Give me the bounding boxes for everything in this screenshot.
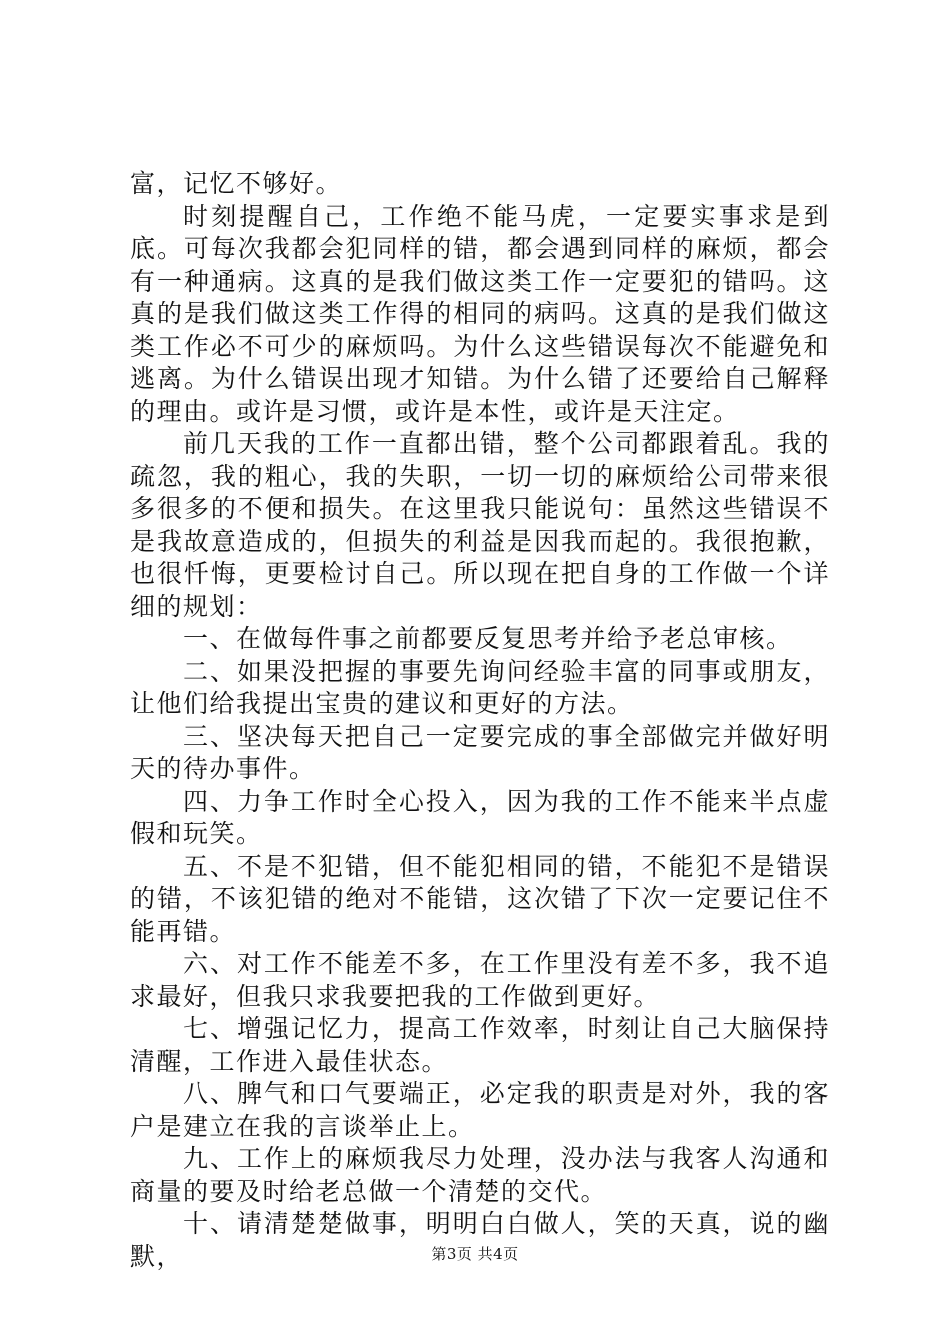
document-body xyxy=(130,168,830,1273)
paragraph-0: 富，记忆不够好。 xyxy=(130,169,343,198)
page-footer xyxy=(0,1244,950,1264)
list-item-4: 四、力争工作时全心投入，因为我的工作不能来半点虚假和玩笑。 xyxy=(130,786,830,848)
list-item-1: 一、在做每件事之前都要反复思考并给予老总审核。 xyxy=(183,624,793,653)
list-item-7: 七、增强记忆力，提高工作效率，时刻让自己大脑保持清醒，工作进入最佳状态。 xyxy=(130,1014,830,1076)
page-number-label: 第3页 共4页 xyxy=(431,1245,519,1263)
list-item-5: 五、不是不犯错，但不能犯相同的错，不能犯不是错误的错，不该犯错的绝对不能错，这次错了下次一定要记住不能再错。 xyxy=(130,851,830,946)
list-item-6: 六、对工作不能差不多，在工作里没有差不多，我不追求最好，但我只求我要把我的工作做到更好。 xyxy=(130,949,830,1011)
list-item-9: 九、工作上的麻烦我尽力处理，没办法与我客人沟通和商量的要及时给老总做一个清楚的交代。 xyxy=(130,1144,830,1206)
list-item-3: 三、坚决每天把自己一定要完成的事全部做完并做好明天的待办事件。 xyxy=(130,721,830,783)
paragraph-2: 前几天我的工作一直都出错，整个公司都跟着乱。我的疏忽，我的粗心，我的失职，一切一切的麻烦给公司带来很多很多的不便和损失。在这里我只能说句：虽然这些错误不是我故意造成的，但损失的利益是因我而起的。我很抱歉，也很忏悔，更要检讨自己。所以现在把自身的工作做一个详细的规划： xyxy=(130,429,830,621)
list-item-2: 二、如果没把握的事要先询问经验丰富的同事或朋友，让他们给我提出宝贵的建议和更好的方法。 xyxy=(130,656,830,718)
list-item-8: 八、脾气和口气要端正，必定我的职责是对外，我的客户是建立在我的言谈举止上。 xyxy=(130,1079,830,1141)
list-item-10: 十、请清楚楚做事，明明白白做人，笑的天真，说的幽默， xyxy=(130,1209,830,1271)
paragraph-1: 时刻提醒自己，工作绝不能马虎，一定要实事求是到底。可每次我都会犯同样的错，都会遇到同样的麻烦，都会有一种通病。这真的是我们做这类工作一定要犯的错吗。这真的是我们做这类工作得的相同的病吗。这真的是我们做这类工作必不可少的麻烦吗。为什么这些错误每次不能避免和逃离。为什么错误出现才知错。为什么错了还要给自己解释的理由。或许是习惯，或许是本性，或许是天注定。 xyxy=(130,201,830,426)
